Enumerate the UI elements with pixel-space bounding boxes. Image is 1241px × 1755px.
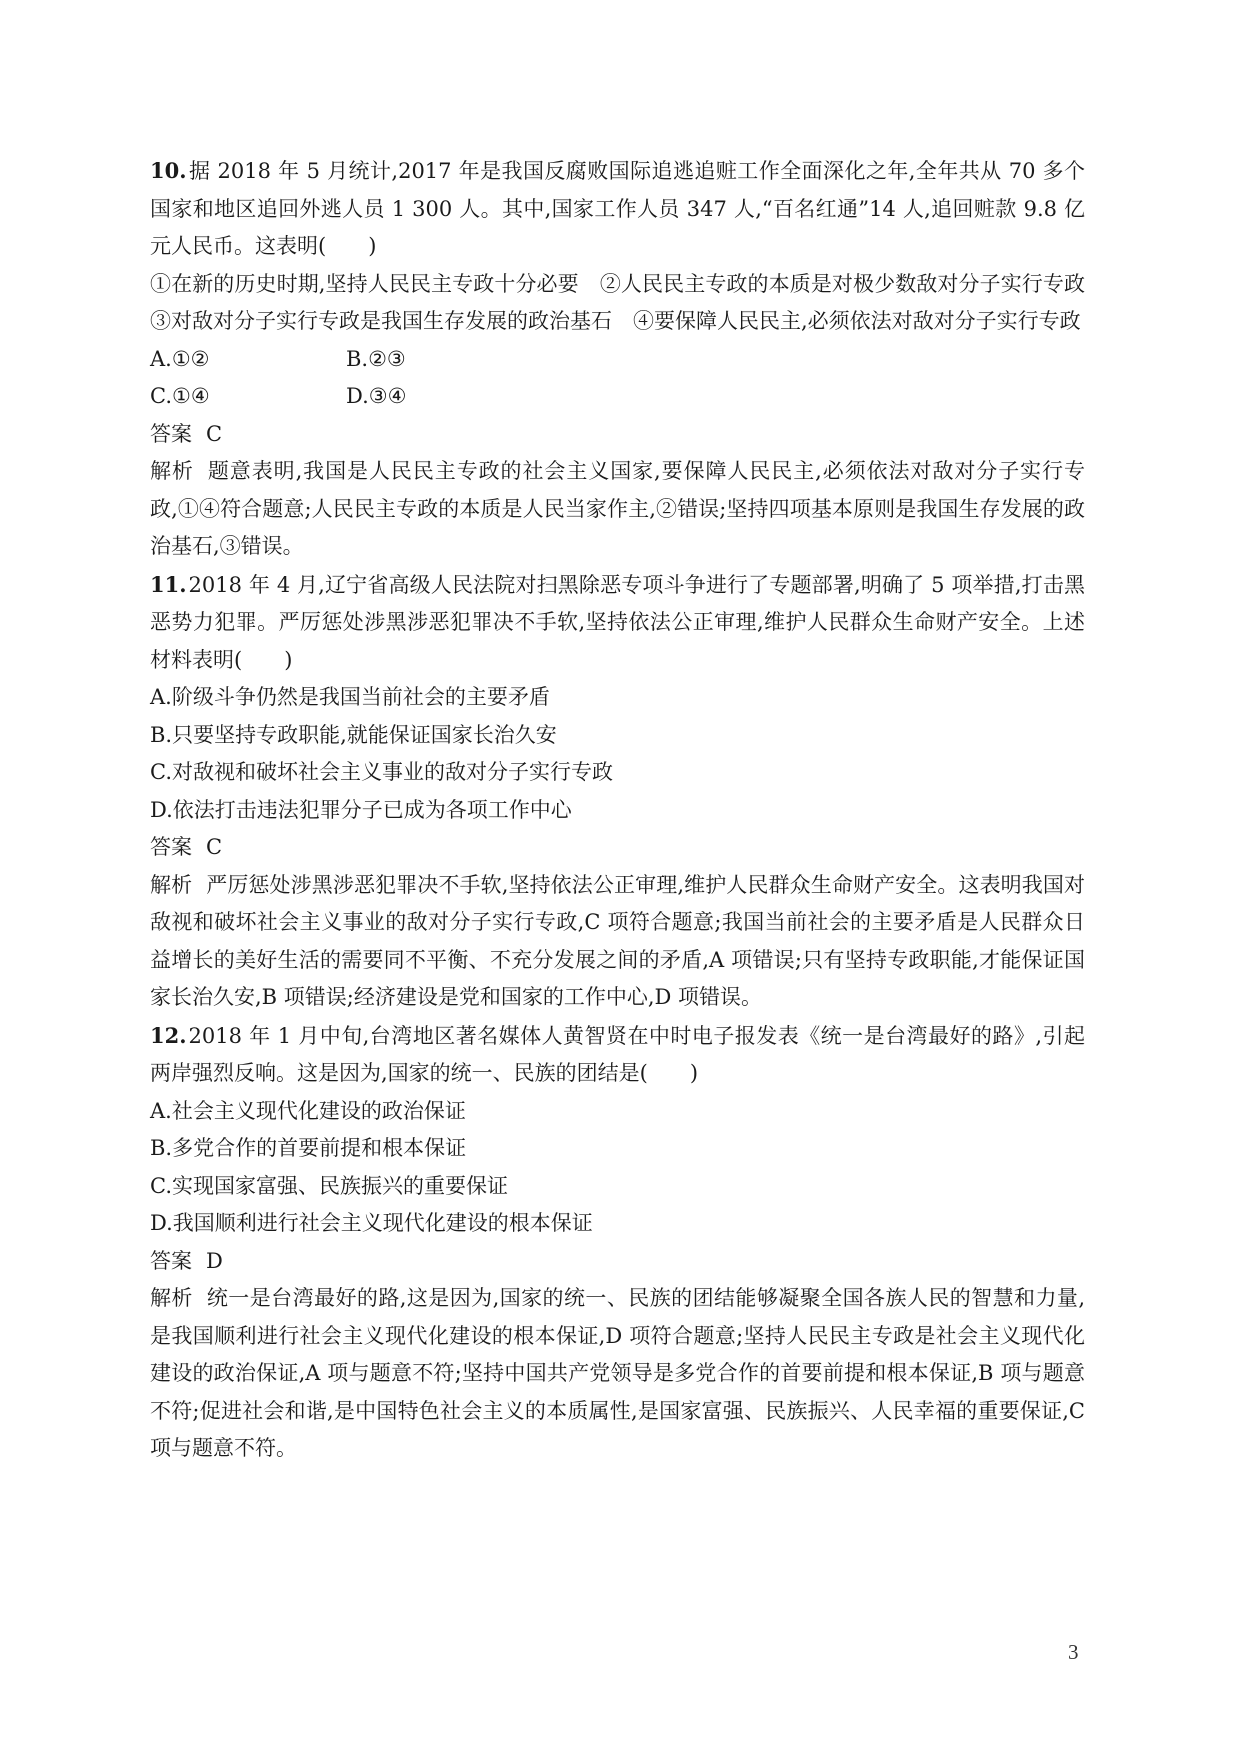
question-number: 10. — [150, 158, 187, 183]
option-b: B.②③ — [346, 346, 406, 371]
option-row — [150, 341, 1085, 379]
answer-label: 答案 — [150, 1248, 192, 1273]
question-stem — [150, 1017, 1085, 1093]
option-c: C.实现国家富强、民族振兴的重要保证 — [150, 1173, 508, 1198]
option-a: A.社会主义现代化建设的政治保证 — [150, 1098, 466, 1123]
analysis-line — [150, 1280, 1085, 1468]
question-11 — [150, 566, 1085, 1017]
question-text: 2018 年 4 月,辽宁省高级人民法院对扫黑除恶专项斗争进行了专题部署,明确了 5 项举措,打击黑恶势力犯罪。严厉惩处涉黑涉恶犯罪决不手软,坚持依法公正审理,维护人民群众生命财产安全。上述材料表明( ) — [150, 572, 1085, 672]
question-number: 12. — [150, 1022, 187, 1048]
question-10 — [150, 152, 1106, 566]
option-a: A.阶级斗争仍然是我国当前社会的主要矛盾 — [150, 685, 550, 709]
analysis-line — [150, 867, 1085, 1017]
analysis-line — [150, 453, 1085, 566]
option-d: D.我国顺利进行社会主义现代化建设的根本保证 — [150, 1211, 593, 1235]
option-c: C.①④ — [150, 384, 210, 408]
question-12 — [150, 1017, 1085, 1468]
question-number: 11. — [150, 571, 187, 597]
option-b: B.多党合作的首要前提和根本保证 — [150, 1136, 467, 1160]
analysis-label: 解析 — [150, 459, 194, 483]
question-stem — [150, 152, 1085, 266]
option-row — [150, 378, 1085, 416]
analysis-label: 解析 — [150, 872, 193, 897]
option-b: B.只要坚持专政职能,就能保证国家长治久安 — [150, 722, 557, 747]
question-text: 据 2018 年 5 月统计,2017 年是我国反腐败国际追逃追赃工作全面深化之年,全年共从 70 多个国家和地区追回外逃人员 1 300 人。其中,国家工作人员 347 人,“百名红通”14 人,追回赃款 9.8 亿元人民币。这表明( ) — [150, 159, 1085, 258]
analysis-label: 解析 — [150, 1286, 193, 1310]
analysis-text: 统一是台湾最好的路,这是因为,国家的统一、民族的团结能够凝聚全国各族人民的智慧和力量,是我国顺利进行社会主义现代化建设的根本保证,D 项符合题意;坚持人民民主专政是社会主义现代化建设的政治保证,A 项与题意不符;坚持中国共产党领导是多党合作的首要前提和根本保证,B 项与题意不符;促进社会和谐,是中国特色社会主义的本质属性,是国家富强、民族振兴、人民幸福的重要保证,C 项与题意不符。 — [150, 1286, 1086, 1460]
answer-value: C — [206, 835, 223, 859]
option-c: C.对敌视和破坏社会主义事业的敌对分子实行专政 — [150, 760, 613, 784]
document-page — [150, 152, 1106, 1468]
option-a: A.①② — [150, 346, 210, 371]
analysis-text: 严厉惩处涉黑涉恶犯罪决不手软,坚持依法公正审理,维护人民群众生命财产安全。这表明我国对敌视和破坏社会主义事业的敌对分子实行专政,C 项符合题意;我国当前社会的主要矛盾是人民群众日益增长的美好生活的需要同不平衡、不充分发展之间的矛盾,A 项错误;只有坚持专政职能,才能保证国家长治久安,B 项错误;经济建设是党和国家的工作中心,D 项错误。 — [150, 872, 1085, 1009]
question-statements: ①在新的历史时期,坚持人民民主专政十分必要 ②人民民主专政的本质是对极少数敌对分子实行专政 ③对敌对分子实行专政是我国生存发展的政治基石 ④要保障人民民主,必须依法对敌对分子实行专政 — [150, 271, 1106, 333]
answer-value: C — [206, 421, 223, 446]
analysis-text: 题意表明,我国是人民民主专政的社会主义国家,要保障人民民主,必须依法对敌对分子实行专政,①④符合题意;人民民主专政的本质是人民当家作主,②错误;坚持四项基本原则是我国生存发展的政治基石,③错误。 — [150, 459, 1085, 558]
question-stem — [150, 566, 1085, 680]
option-d: D.依法打击违法犯罪分子已成为各项工作中心 — [150, 797, 572, 822]
question-text: 2018 年 1 月中旬,台湾地区著名媒体人黄智贤在中时电子报发表《统一是台湾最好的路》,引起两岸强烈反响。这是因为,国家的统一、民族的团结是( ) — [150, 1023, 1085, 1085]
answer-label: 答案 — [150, 421, 192, 446]
answer-line — [150, 1243, 1085, 1281]
page-number: 3 — [1068, 1640, 1079, 1664]
answer-line — [150, 829, 1085, 867]
answer-label: 答案 — [150, 835, 192, 859]
option-d: D.③④ — [346, 384, 407, 408]
answer-value: D — [206, 1248, 223, 1273]
answer-line — [150, 416, 1085, 454]
